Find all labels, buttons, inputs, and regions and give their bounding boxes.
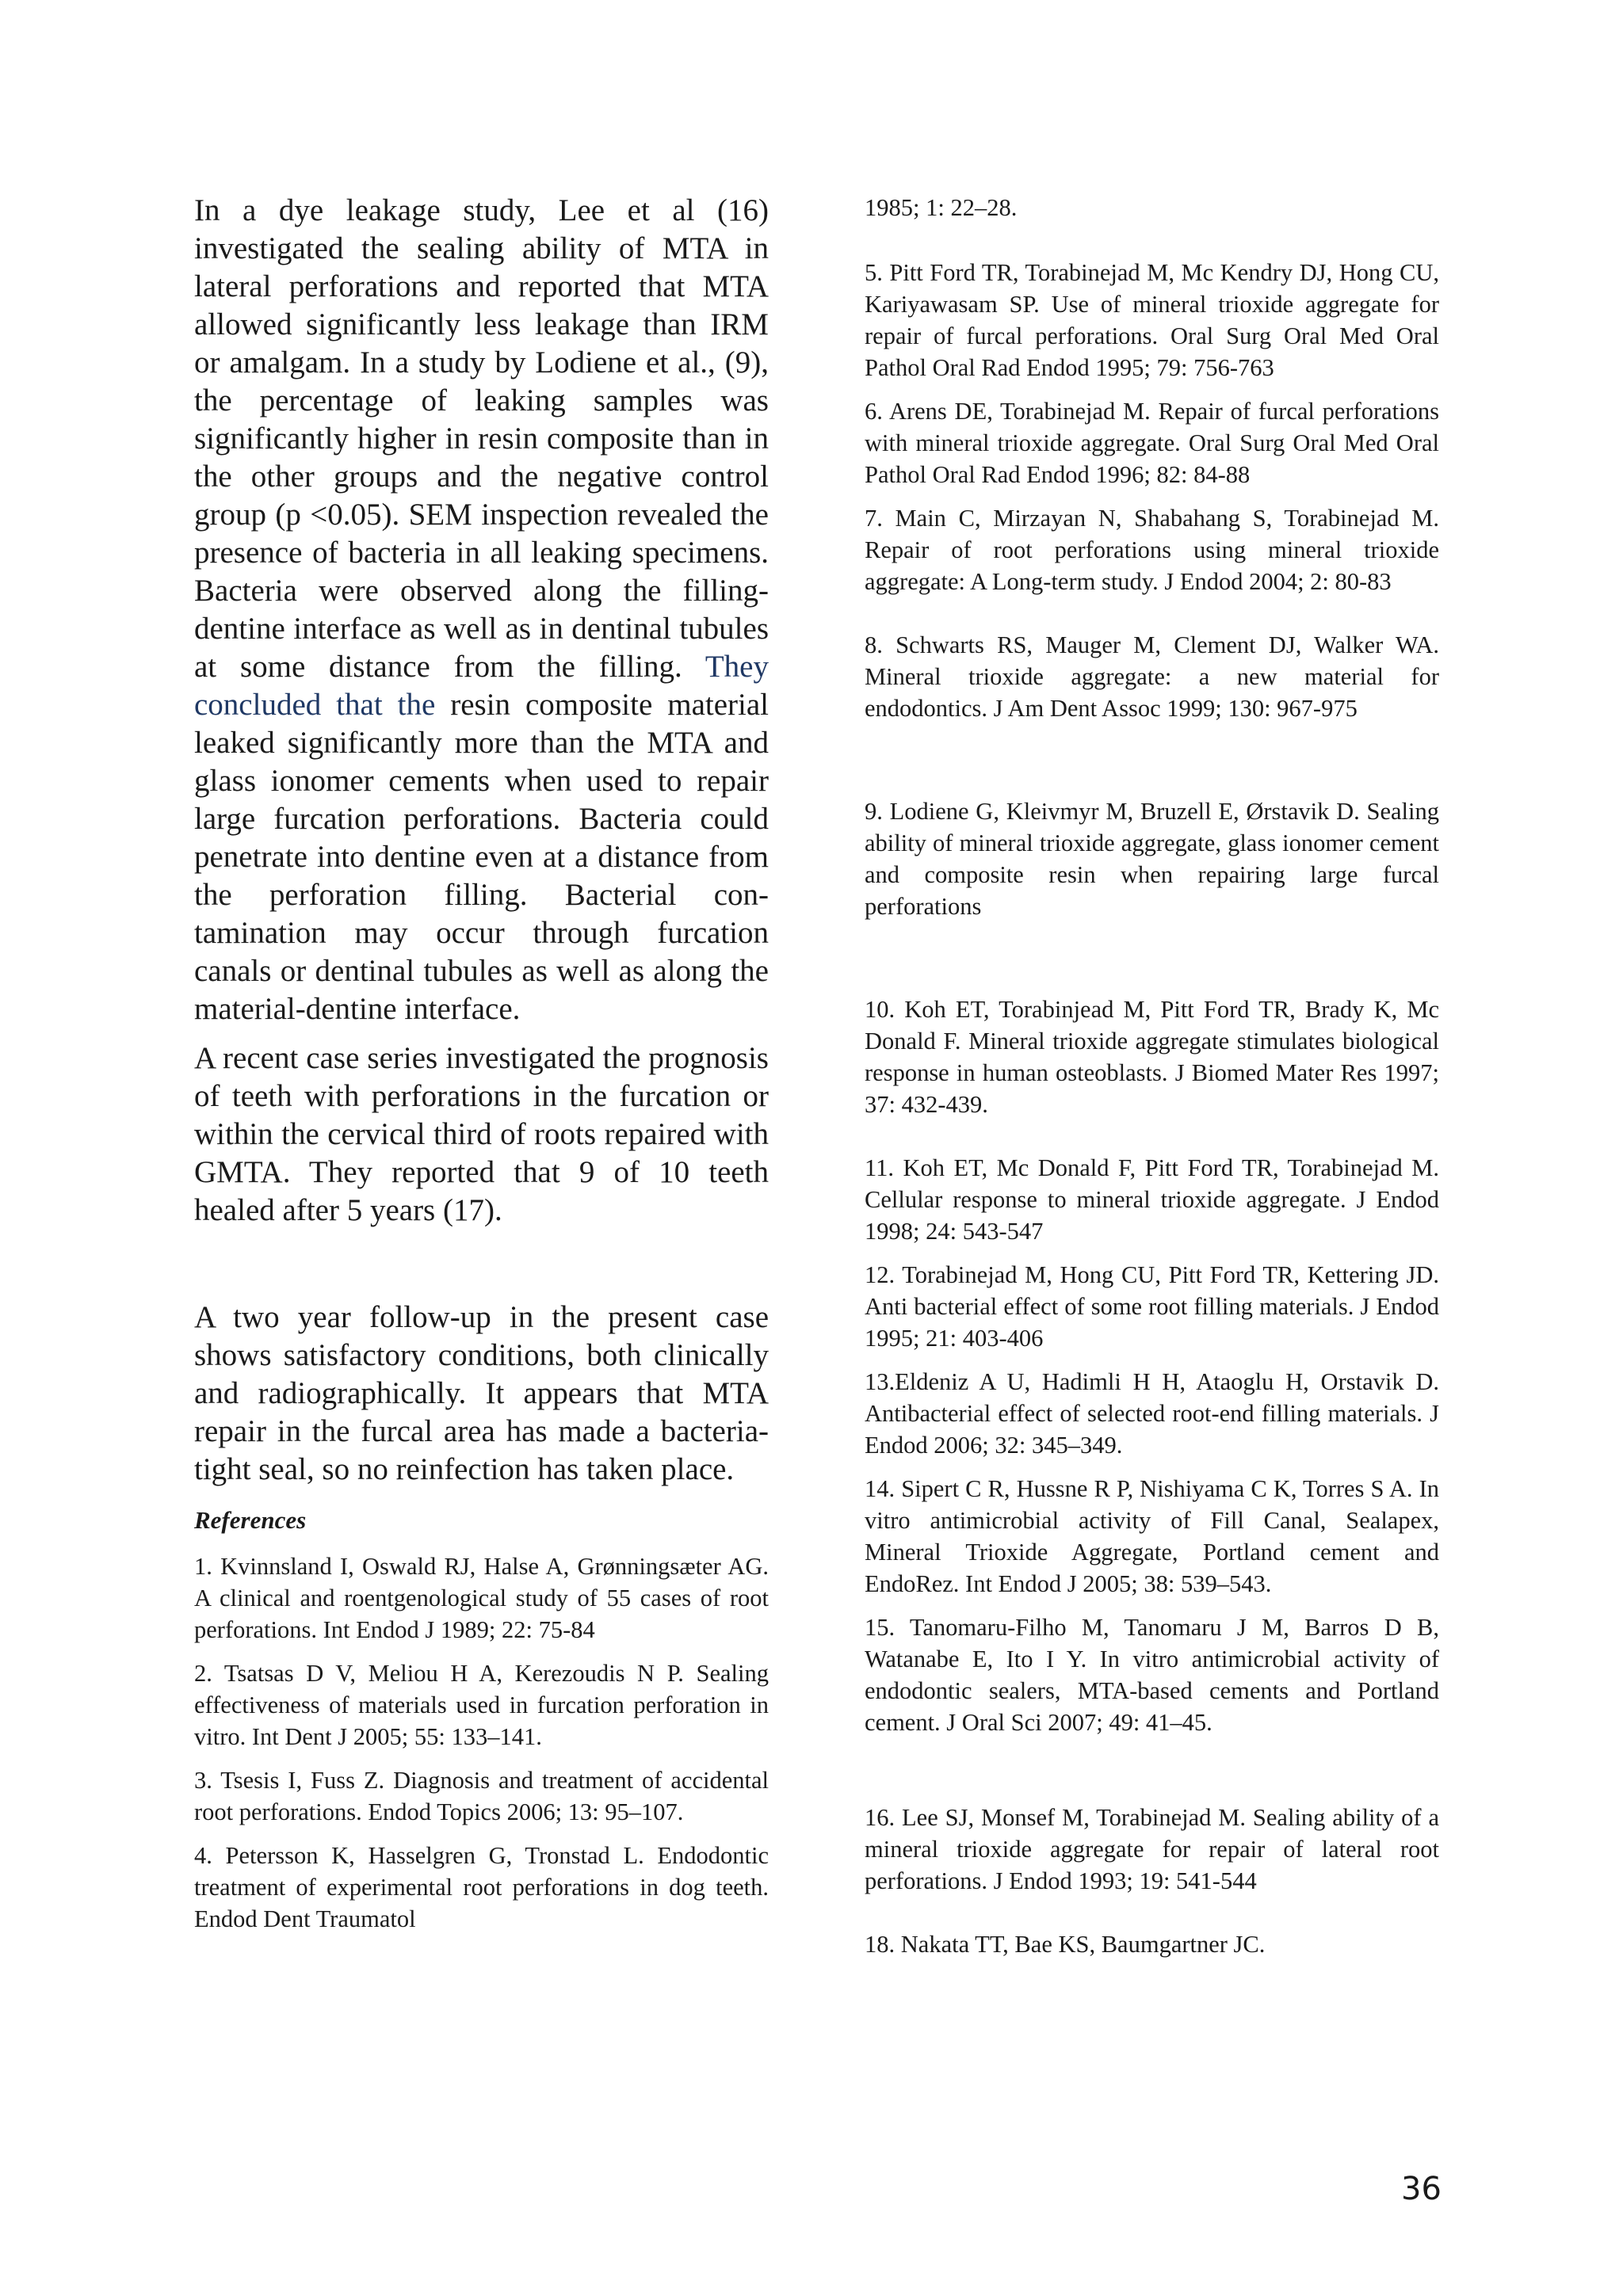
reference-15: 15. Tanomaru-Filho M, Tanomaru J M, Barros D B, Watanabe E, Ito I Y. In vitro antimicrobial activity of endodontic sealers, MTA-based cements and Portland cement. J Oral Sci 2007; 49: 41–45.: [865, 1614, 1439, 1736]
reference-11: 11. Koh ET, Mc Donald F, Pitt Ford TR, Torabinejad M. Cellular response to mineral trioxide aggregate. J Endod 1998; 24: 543-547: [865, 1154, 1439, 1245]
body-paragraph-3: A two year follow-up in the present case shows satisfactory conditions, both clinically and radiographically. It appears that MTA repair in the furcal area has made a bacteria-tight seal, so no reinfection has taken place.: [194, 1300, 769, 1486]
reference-8: 8. Schwarts RS, Mauger M, Clement DJ, Walker WA. Mineral trioxide aggregate: a new material for endodontics. J Am Dent Assoc 1999; 130: 967-975: [865, 631, 1439, 722]
reference-14: 14. Sipert C R, Hussne R P, Nishiyama C K, Torres S A. In vitro antimicrobial activity of Fill Canal, Sealapex, Mineral Trioxide Aggregate, Portland cement and EndoRez. Int Endod J 2005; 38: 539–543.: [865, 1475, 1439, 1597]
reference-4: 4. Petersson K, Hasselgren G, Tronstad L. Endodontic treatment of experimental root perforations in dog teeth. Endod Dent Traumatol: [194, 1842, 769, 1932]
page-number: 36: [1401, 2171, 1442, 2207]
reference-5: 5. Pitt Ford TR, Torabinejad M, Mc Kendry DJ, Hong CU, Kariyawasam SP. Use of mineral trioxide aggregate for repair of furcal perforations. Oral Surg Oral Med Oral Pathol Oral Rad Endod 1995; 79: 756-763: [865, 259, 1439, 381]
reference-12: 12. Torabinejad M, Hong CU, Pitt Ford TR, Kettering JD. Anti bacterial effect of some root filling materials. J Endod 1995; 21: 403-406: [865, 1261, 1439, 1352]
reference-3: 3. Tsesis I, Fuss Z. Diagnosis and treatment of accidental root perforations. Endod Topics 2006; 13: 95–107.: [194, 1767, 769, 1825]
reference-2: 2. Tsatsas D V, Meliou H A, Kerezoudis N P. Sealing effectiveness of materials used in furcation perforation in vitro. Int Dent J 2005; 55: 133–141.: [194, 1660, 769, 1750]
references-heading: References: [194, 1506, 307, 1534]
paragraph-1-text-a: In a dye leakage study, Lee et al (16) investigated the sealing ability of MTA in lateral perforations and reported that MTA allowed significantly less leakage than IRM or amalgam. In a study by Lodiene et al., (9), the percentage of leaking samples was significantly higher in resin composite than in the other groups and the negative control group (p <0.05). SEM inspection revealed the presence of bacteria in all leaking specimens. Bacteria were observed along the filling-dentine interface as well as in dentinal tubules at some distance from the filling.: [194, 193, 769, 684]
reference-18: 18. Nakata TT, Bae KS, Baumgartner JC.: [865, 1931, 1266, 1958]
body-paragraph-1: [194, 192, 769, 1028]
reference-7: 7. Main C, Mirzayan N, Shabahang S, Torabinejad M. Repair of root perforations using mineral trioxide aggregate: A Long-term study. J Endod 2004; 2: 80-83: [865, 505, 1439, 595]
right-column: [865, 192, 1439, 1960]
reference-4-continued: 1985; 1: 22–28.: [865, 194, 1018, 221]
paragraph-1-highlight: They concluded that the: [194, 650, 769, 722]
reference-10: 10. Koh ET, Torabinjead M, Pitt Ford TR, Brady K, Mc Donald F. Mineral trioxide aggregate stimulates biological response in human osteoblasts. J Biomed Mater Res 1997; 37: 432-439.: [865, 996, 1439, 1118]
paragraph-1-text-b: resin composite material leaked significantly more than the MTA and glass ionomer cements when used to repair large furcation perforations. Bacteria could penetrate into dentine even at a distance from the perforation filling. Bacterial con-tamination may occur through furcation canals or dentinal tubules as well as along the material-dentine interface.: [194, 688, 769, 1026]
left-column: [194, 192, 769, 1935]
reference-9: 9. Lodiene G, Kleivmyr M, Bruzell E, Ørstavik D. Sealing ability of mineral trioxide aggregate, glass ionomer cement and composite resin when repairing large furcal perforations: [865, 798, 1439, 920]
reference-13: 13.Eldeniz A U, Hadimli H H, Ataoglu H, Orstavik D. Antibacterial effect of selected root-end filling materials. J Endod 2006; 32: 345–349.: [865, 1368, 1439, 1459]
reference-1: 1. Kvinnsland I, Oswald RJ, Halse A, Grønningsæter AG. A clinical and roentgenological study of 55 cases of root perforations. Int Endod J 1989; 22: 75-84: [194, 1553, 769, 1643]
body-paragraph-2: A recent case series investigated the prognosis of teeth with perforations in the furcation or within the cervical third of roots repaired with GMTA. They reported that 9 of 10 teeth healed after 5 years (17).: [194, 1041, 769, 1227]
reference-16: 16. Lee SJ, Monsef M, Torabinejad M. Sealing ability of a mineral trioxide aggregate for repair of lateral root perforations. J Endod 1993; 19: 541-544: [865, 1804, 1439, 1894]
reference-6: 6. Arens DE, Torabinejad M. Repair of furcal perforations with mineral trioxide aggregate. Oral Surg Oral Med Oral Pathol Oral Rad Endod 1996; 82: 84-88: [865, 398, 1439, 488]
